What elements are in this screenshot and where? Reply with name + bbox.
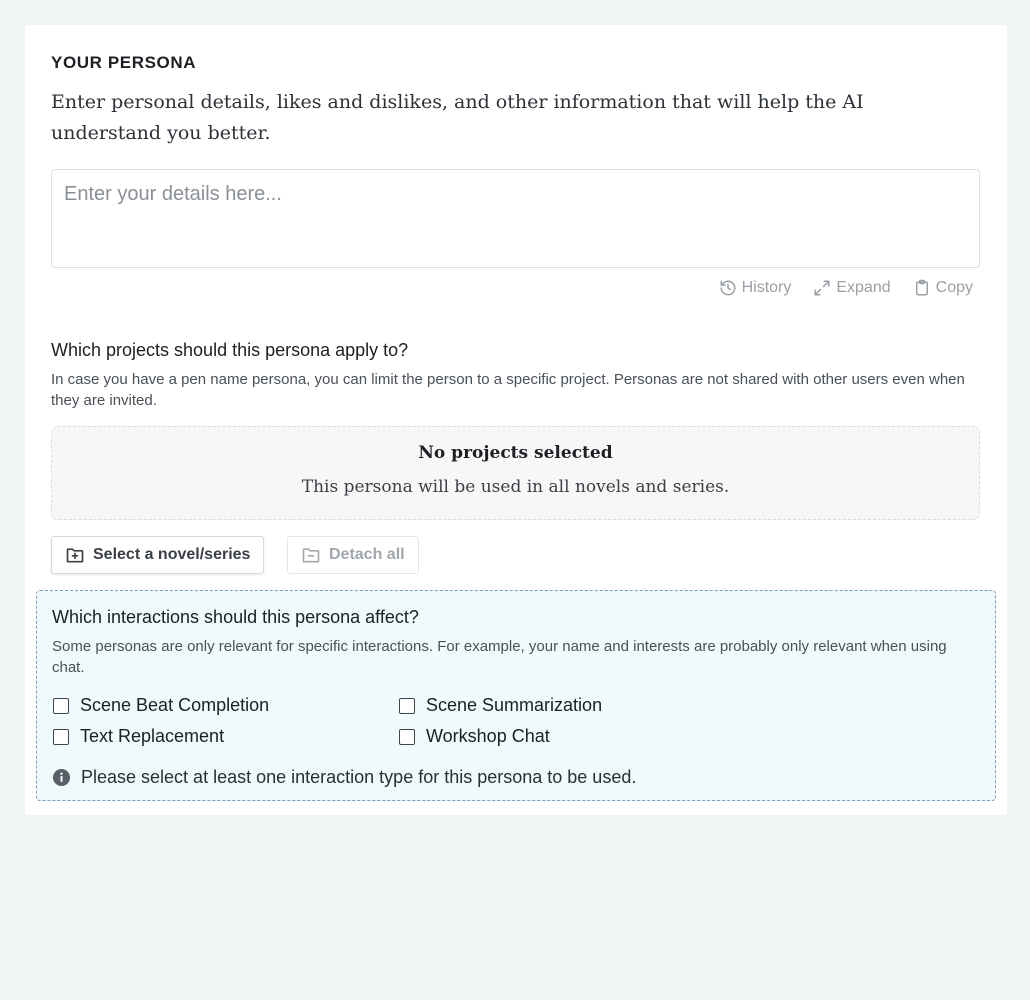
info-icon — [52, 768, 71, 787]
projects-empty-state — [51, 426, 980, 520]
interaction-notice — [52, 767, 636, 788]
persona-card — [25, 25, 1007, 815]
projects-question: Which projects should this persona apply to? — [51, 340, 409, 360]
expand-icon — [813, 279, 831, 297]
checkbox-label: Text Replacement — [80, 726, 225, 746]
empty-state-title: No projects selected — [418, 443, 613, 463]
detach-button-label: Detach all — [329, 546, 405, 563]
checkbox-workshop-chat[interactable] — [399, 726, 550, 747]
checkbox-scene-summarization[interactable] — [399, 695, 602, 716]
interactions-question: Which interactions should this persona affect? — [52, 607, 419, 627]
section-title: YOUR PERSONA — [51, 53, 197, 72]
interactions-panel — [36, 590, 996, 801]
clipboard-icon — [913, 279, 931, 297]
checkbox-label: Workshop Chat — [426, 726, 550, 746]
select-novel-series-button[interactable] — [51, 536, 264, 574]
detach-all-button[interactable] — [287, 536, 419, 574]
history-button[interactable] — [719, 279, 792, 297]
persona-description: Enter personal details, likes and dislikes, and other information that will help the AI understand you better. — [51, 91, 864, 144]
folder-minus-icon — [301, 545, 321, 565]
checkbox-text-replacement[interactable] — [53, 726, 224, 747]
checkbox-box[interactable] — [399, 698, 415, 714]
checkbox-label: Scene Beat Completion — [80, 695, 270, 715]
history-icon — [719, 279, 737, 297]
checkbox-box[interactable] — [53, 729, 69, 745]
select-button-label: Select a novel/series — [93, 546, 251, 563]
projects-description: In case you have a pen name persona, you can limit the person to a specific project. Personas are not shared with other users even when they are invited. — [51, 371, 965, 409]
notice-text: Please select at least one interaction type for this persona to be used. — [81, 767, 637, 787]
copy-button[interactable] — [913, 279, 973, 297]
persona-details-input[interactable] — [51, 169, 980, 268]
history-label: History — [741, 279, 792, 296]
copy-label: Copy — [935, 279, 973, 296]
empty-state-subtitle: This persona will be used in all novels and series. — [301, 477, 730, 497]
input-toolbar — [719, 279, 973, 297]
checkbox-label: Scene Summarization — [426, 695, 603, 715]
interactions-description: Some personas are only relevant for specific interactions. For example, your name and interests are probably only relevant when using chat. — [52, 638, 947, 676]
checkbox-box[interactable] — [53, 698, 69, 714]
expand-label: Expand — [836, 279, 891, 296]
checkbox-box[interactable] — [399, 729, 415, 745]
folder-plus-icon — [65, 545, 85, 565]
checkbox-scene-beat-completion[interactable] — [53, 695, 269, 716]
expand-button[interactable] — [813, 279, 890, 297]
